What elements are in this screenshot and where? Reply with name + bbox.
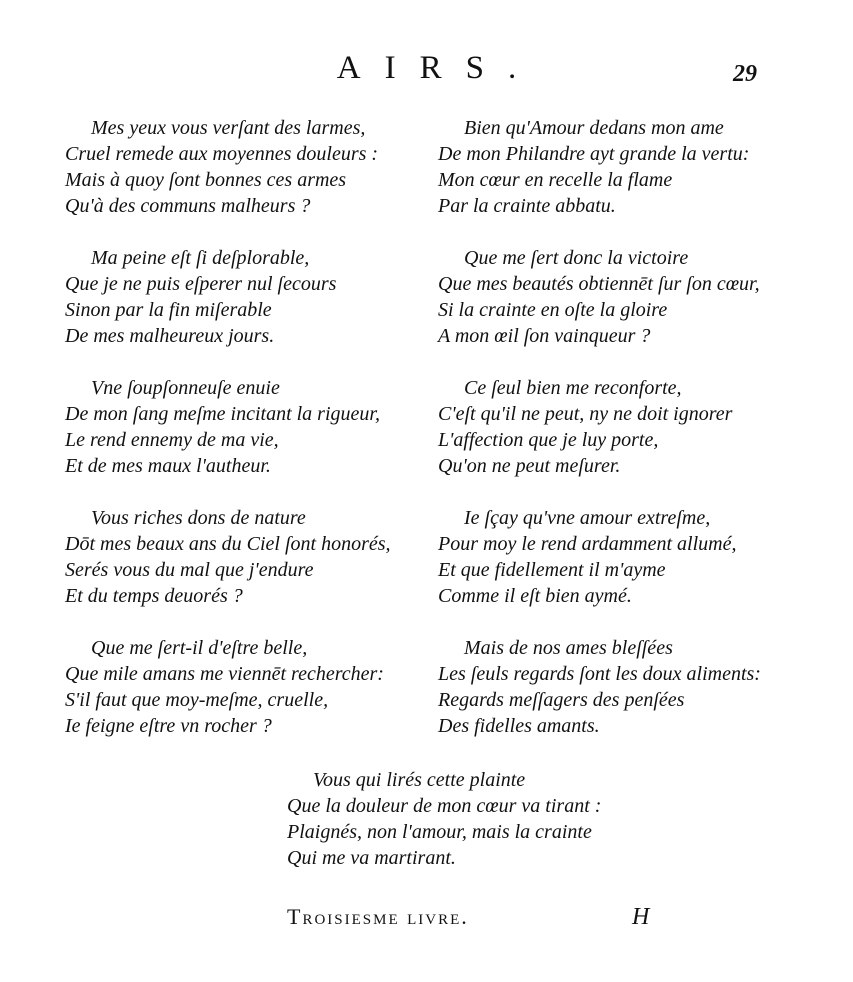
verse-line: Mon cœur en recelle la flame [438,169,673,191]
final-stanza [287,767,727,871]
verse-line: Les ſeuls regards ſont les doux aliments: [438,663,761,685]
verse-line: Par la crainte abbatu. [438,195,616,217]
verse-line: Mes yeux vous verſant des larmes, [91,117,366,139]
verse-line: Que la douleur de mon cœur va tirant : [287,795,602,817]
stanza [65,635,435,739]
verse-line: Qui me va martirant. [287,847,456,869]
stanza [438,505,808,609]
verse-line: Vous riches dons de nature [91,507,306,529]
verse-line: L'affection que je luy porte, [438,429,659,451]
verse-line: Pour moy le rend ardamment allumé, [438,533,737,555]
verse-line: Cruel remede aux moyennes douleurs : [65,143,379,165]
verse-line: Que mile amans me viennēt rechercher: [65,663,384,685]
stanza [65,245,435,349]
left-column [65,115,435,765]
verse-line: A mon œil ſon vainqueur ? [438,325,651,347]
verse-line: Le rend ennemy de ma vie, [65,429,279,451]
verse-line: Bien qu'Amour dedans mon ame [464,117,724,139]
verse-line: Ie feigne eſtre vn rocher ? [65,715,272,737]
stanza [438,635,808,739]
verse-line: Que je ne puis eſperer nul ſecours [65,273,337,295]
page-title: AIRS. [336,50,541,86]
verse-line: De mon Philandre ayt grande la vertu: [438,143,750,165]
verse-line: Et que fidellement il m'ayme [438,559,666,581]
verse-line: Ce ſeul bien me reconforte, [464,377,682,399]
verse-line: De mes malheureux jours. [65,325,275,347]
verse-line: Que me ſert-il d'eſtre belle, [91,637,308,659]
footer-title: Troisiesme livre. [287,904,469,929]
stanza [438,375,808,479]
verse-line: Des fidelles amants. [438,715,600,737]
verse-line: Et de mes maux l'autheur. [65,455,271,477]
stanza [438,115,808,219]
page-number: 29 [733,61,757,87]
verse-line: Vne ſoupſonneuſe enuie [91,377,280,399]
verse-line: De mon ſang meſme incitant la rigueur, [65,403,380,425]
verse-line: Sinon par la fin miſerable [65,299,272,321]
verse-line: Que mes beautés obtiennēt ſur ſon cœur, [438,273,760,295]
verse-line: Dōt mes beaux ans du Ciel ſont honorés, [65,533,391,555]
verse-line: Qu'à des communs malheurs ? [65,195,311,217]
signature-mark: H [632,904,650,930]
verse-line: Mais de nos ames bleſſées [464,637,673,659]
stanza [65,375,435,479]
verse-line: Et du temps deuorés ? [65,585,243,607]
verse-line: S'il faut que moy-meſme, cruelle, [65,689,329,711]
verse-line: Vous qui lirés cette plainte [313,769,526,791]
verse-line: Ma peine eſt ſi deſplorable, [91,247,310,269]
verse-line: Plaignés, non l'amour, mais la crainte [287,821,592,843]
verse-line: Serés vous du mal que j'endure [65,559,314,581]
verse-line: Que me ſert donc la victoire [464,247,689,269]
verse-line: Mais à quoy ſont bonnes ces armes [65,169,347,191]
verse-line: Regards meſſagers des penſées [438,689,685,711]
verse-line: C'eſt qu'il ne peut, ny ne doit ignorer [438,403,733,425]
verse-line: Comme il eſt bien aymé. [438,585,632,607]
stanza [65,505,435,609]
stanza [65,115,435,219]
right-column [438,115,808,765]
verse-line: Si la crainte en oſte la gloire [438,299,668,321]
verse-line: Ie ſçay qu'vne amour extreſme, [464,507,711,529]
stanza [438,245,808,349]
verse-line: Qu'on ne peut meſurer. [438,455,621,477]
